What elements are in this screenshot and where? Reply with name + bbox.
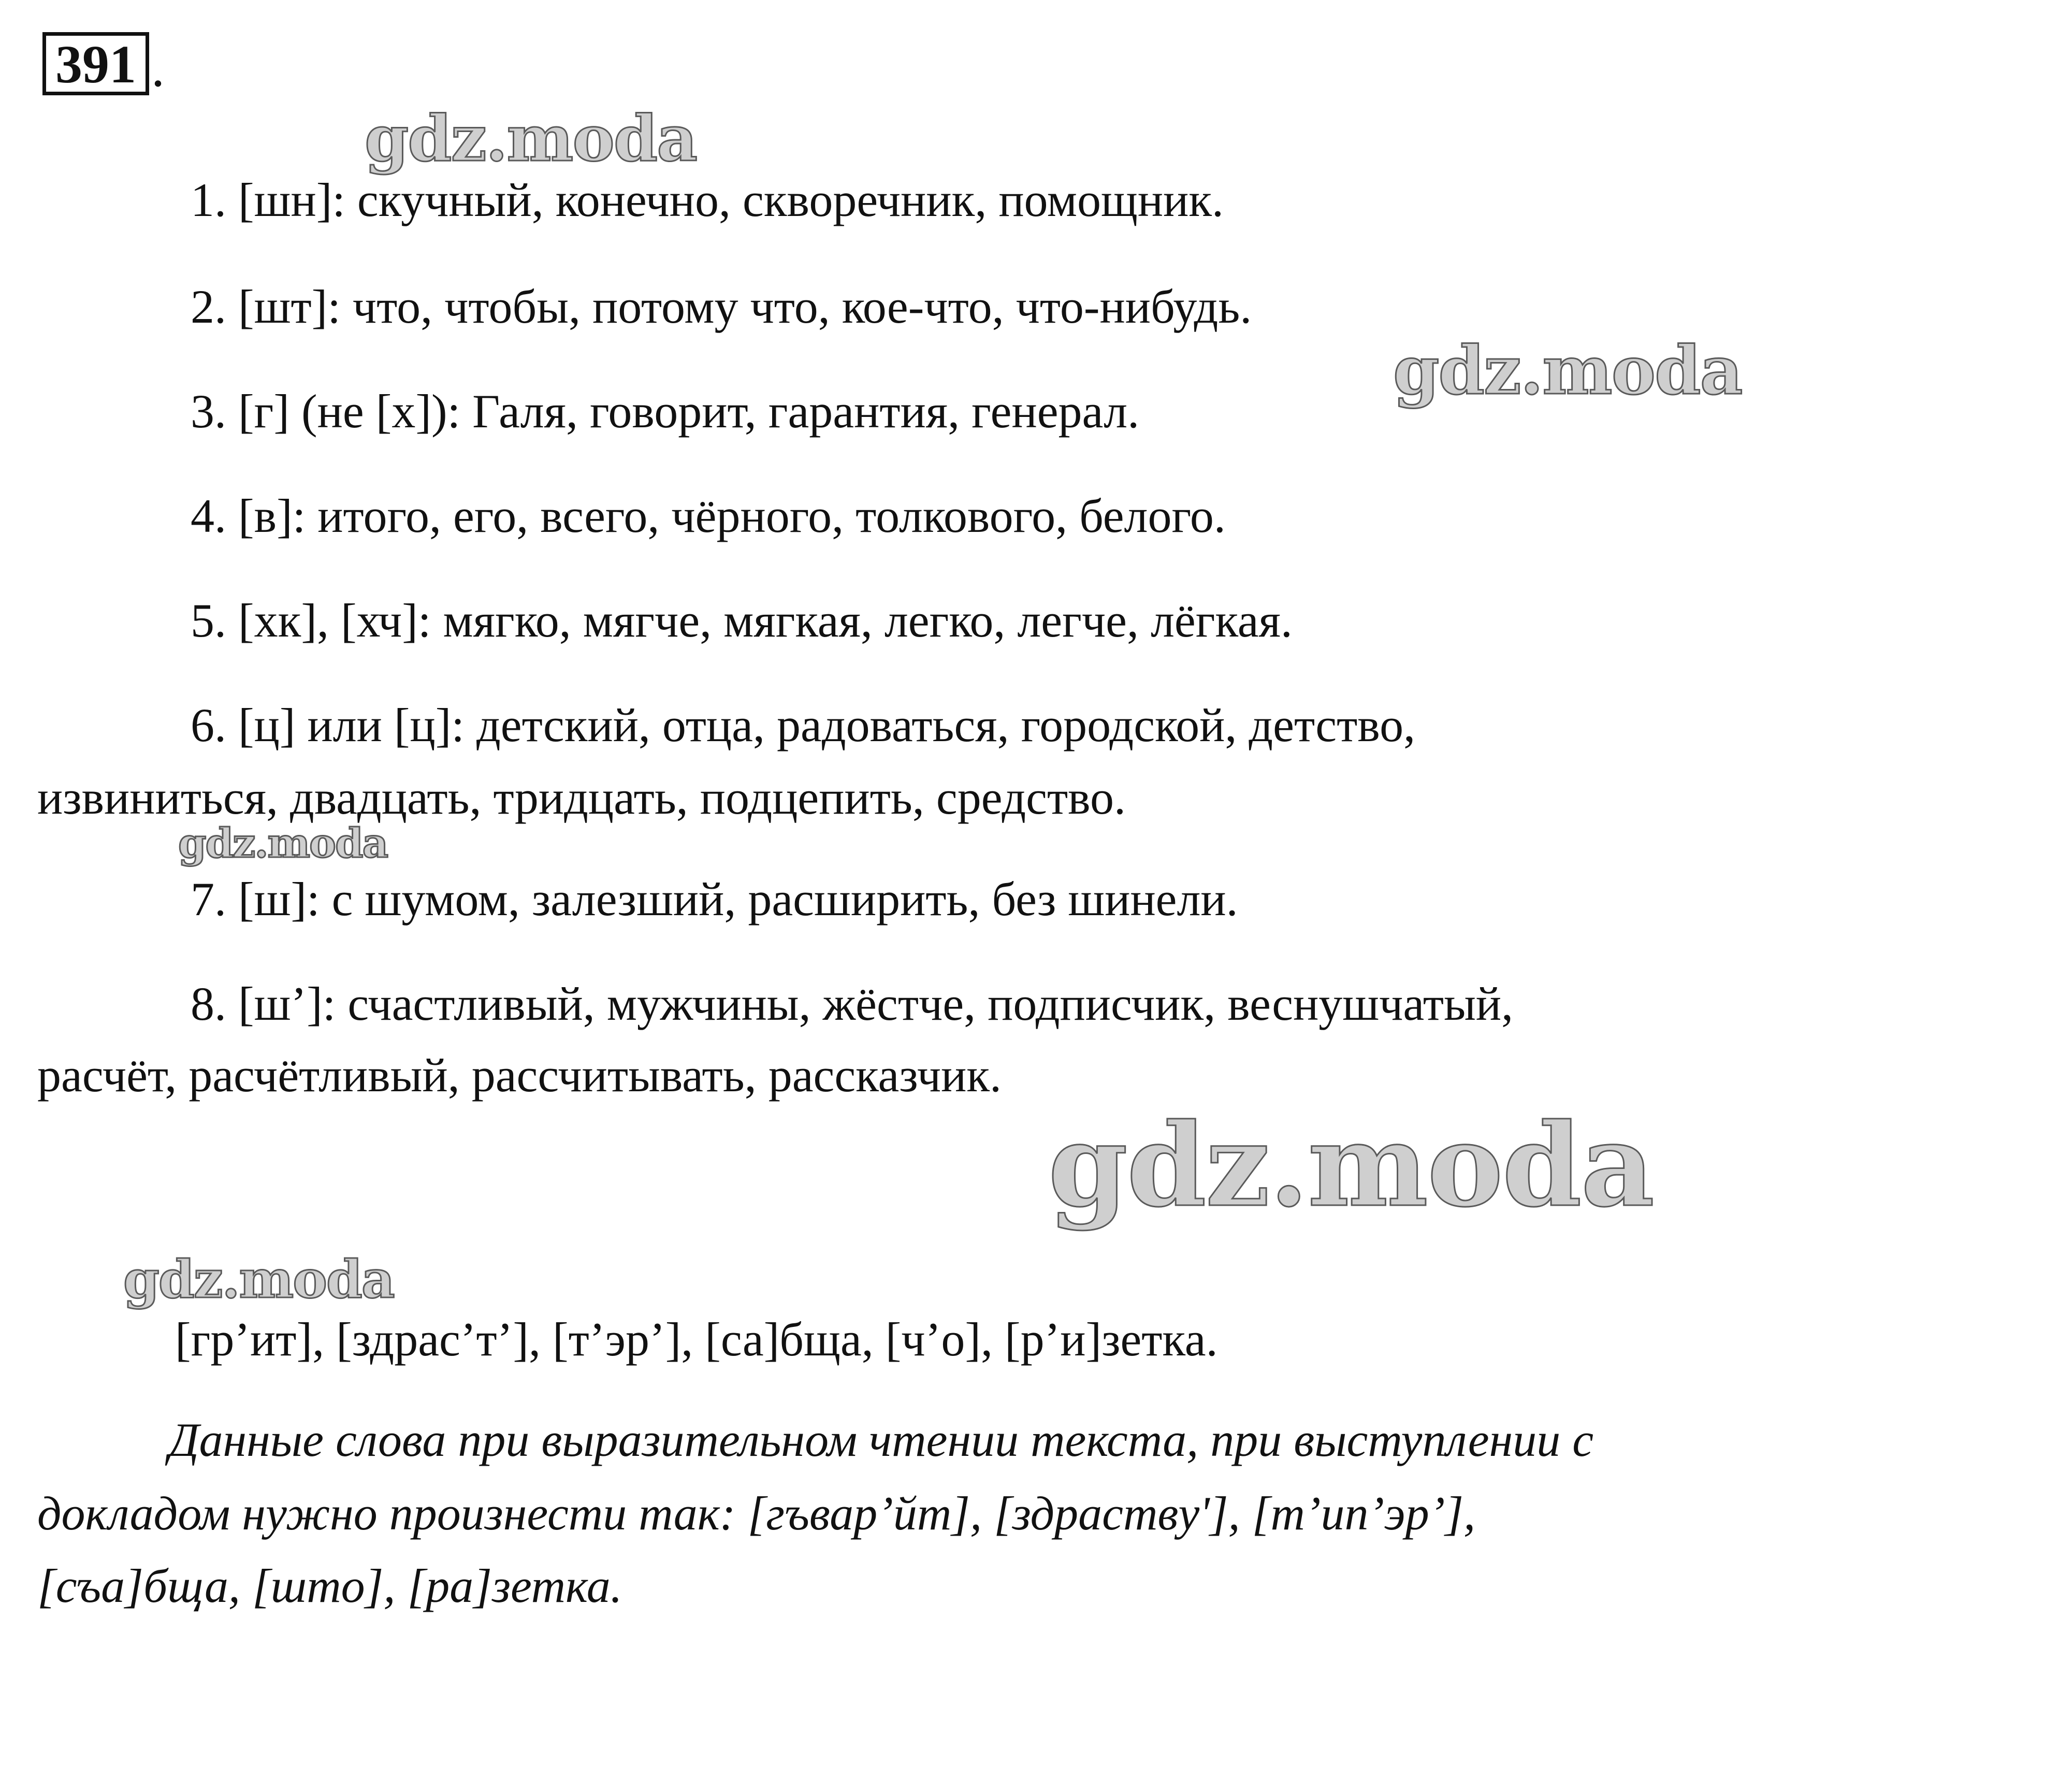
- transcription-line: [гр’ит], [здрас’т’], [т’эр’], [са]бща, [ч’о], [р’и]зетка.: [175, 1313, 1218, 1366]
- explanation-line-1: Данные слова при выразительном чтении текста, при выступлении с: [169, 1413, 1594, 1466]
- watermark: gdz.moda: [178, 820, 388, 867]
- answer-line-3: 3. [г] (не [х]): Галя, говорит, гарантия, генерал.: [191, 385, 1140, 438]
- exercise-number: [42, 35, 165, 98]
- answer-line-8: 8. [ш’]: счастливый, мужчины, жёстче, подписчик, веснушчатый,: [191, 977, 1514, 1030]
- answer-line-1: 1. [шн]: скучный, конечно, скворечник, помощник.: [191, 174, 1224, 226]
- answer-line-6: 6. [ц] или [ц]: детский, отца, радоваться, городской, детство,: [191, 699, 1416, 752]
- watermark: gdz.moda: [123, 1249, 394, 1310]
- answer-line-5: 5. [хк], [хч]: мягко, мягче, мягкая, легко, легче, лёгкая.: [191, 594, 1293, 647]
- explanation-line-2: докладом нужно произнести так: [гъвар’йт], [здраству'], [т’ип’эр’],: [37, 1487, 1476, 1540]
- watermark: gdz.moda: [365, 101, 697, 176]
- answer-line-6-continuation: извиниться, двадцать, тридцать, подцепить, средство.: [37, 771, 1126, 824]
- answer-line-7: 7. [ш]: с шумом, залезший, расширить, без шинели.: [191, 873, 1238, 926]
- watermark: gdz.moda: [1393, 332, 1742, 410]
- exercise-number-dot: .: [151, 38, 165, 98]
- exercise-number-box: 391: [42, 32, 149, 95]
- answer-line-4: 4. [в]: итого, его, всего, чёрного, толкового, белого.: [191, 489, 1226, 542]
- answer-line-8-continuation: расчёт, расчётливый, рассчитывать, рассказчик.: [37, 1049, 1002, 1102]
- explanation-line-3: [съа]бща, [што], [ра]зетка.: [37, 1559, 622, 1612]
- watermark: gdz.moda: [1048, 1098, 1654, 1232]
- answer-line-2: 2. [шт]: что, чтобы, потому что, кое-что, что-нибудь.: [191, 280, 1252, 333]
